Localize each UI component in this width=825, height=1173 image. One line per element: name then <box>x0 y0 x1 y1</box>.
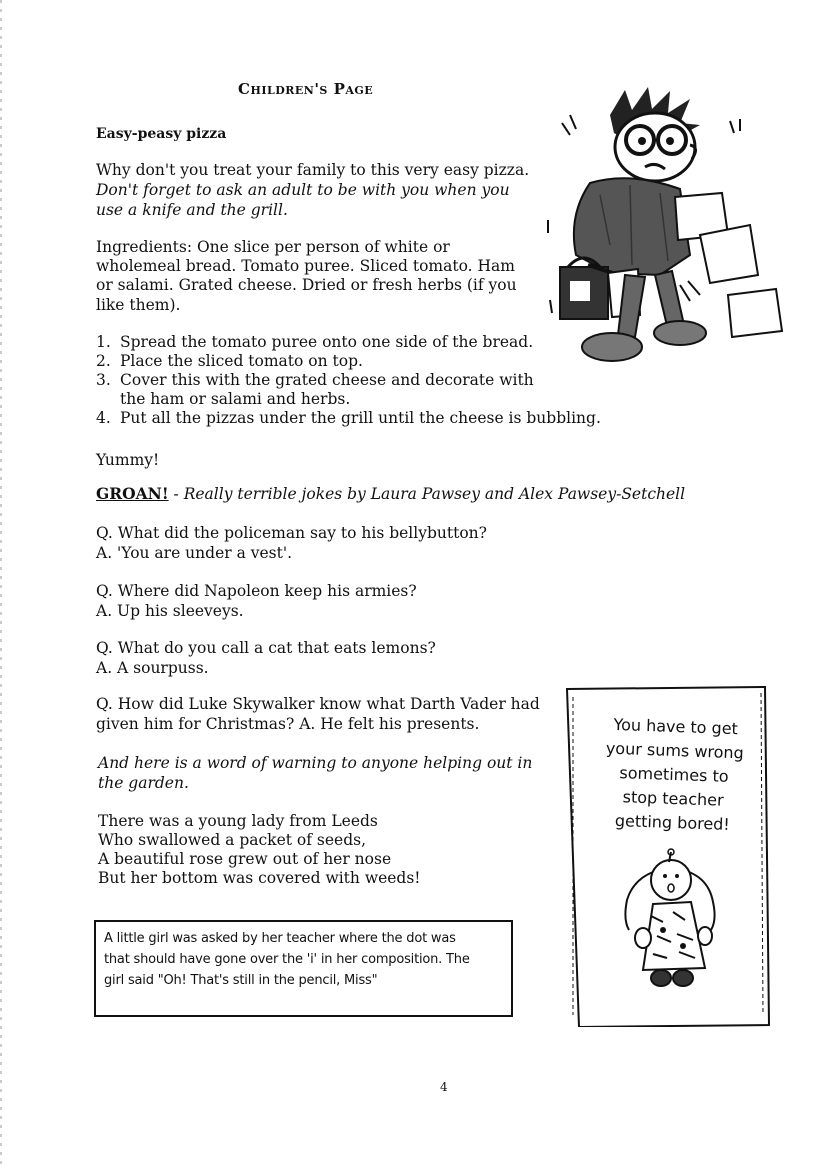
cartoon-boy-illustration <box>540 85 800 385</box>
page-title: Children's Page <box>238 80 374 98</box>
warning-text: And here is a word of warning to anyone helping out in <box>98 754 533 772</box>
ingredients-line: Ingredients: One slice per person of white or <box>96 238 450 256</box>
joke-question: given him for Christmas? A. He felt his presents. <box>96 715 480 733</box>
joke-answer: A. Up his sleeveys. <box>96 602 244 620</box>
step-number: 1. <box>96 333 111 351</box>
poem-line: Who swallowed a packet of seeds, <box>98 831 367 849</box>
warning-text: the garden. <box>98 774 189 792</box>
jokes-heading <box>96 484 685 505</box>
step-text: Spread the tomato puree onto one side of the bread. <box>120 333 534 351</box>
ingredients-line: or salami. Grated cheese. Dried or fresh herbs (if you <box>96 276 517 294</box>
recipe-step <box>96 333 533 353</box>
poem-line: But her bottom was covered with weeds! <box>98 869 421 887</box>
recipe-safety-note: Don't forget to ask an adult to be with you when you <box>96 181 510 199</box>
joke-answer: A. A sourpuss. <box>96 659 209 677</box>
note-line: sometimes to <box>619 763 729 786</box>
joke-box-line: that should have gone over the 'i' in her composition. The <box>104 952 470 967</box>
recipe-closing: Yummy! <box>96 451 160 469</box>
joke-answer: A. 'You are under a vest'. <box>96 544 293 562</box>
recipe-step <box>96 371 534 391</box>
scan-edge <box>0 0 4 1169</box>
note-line: your sums wrong <box>605 738 745 763</box>
ingredients-line: wholemeal bread. Tomato puree. Sliced tomato. Ham <box>96 257 515 275</box>
ingredients-line: like them). <box>96 296 181 314</box>
joke-question: Q. What did the policeman say to his bellybutton? <box>96 524 487 542</box>
joke-question: Q. What do you call a cat that eats lemons? <box>96 639 436 657</box>
joke-box-line: A little girl was asked by her teacher where the dot was <box>104 931 456 946</box>
step-number: 3. <box>96 371 111 389</box>
recipe-intro: Why don't you treat your family to this very easy pizza. <box>96 161 530 179</box>
step-number: 4. <box>96 409 111 427</box>
poem-line: There was a young lady from Leeds <box>98 812 378 830</box>
note-card-text <box>592 712 756 838</box>
joke-question: Q. How did Luke Skywalker know what Darth Vader had <box>96 695 540 713</box>
note-line: You have to get <box>613 714 739 739</box>
step-text: Put all the pizzas under the grill until the cheese is bubbling. <box>120 409 601 427</box>
page-number: 4 <box>440 1080 448 1094</box>
joke-box-line: girl said "Oh! That's still in the pencil, Miss" <box>104 973 378 988</box>
recipe-step <box>96 409 601 429</box>
recipe-step <box>96 390 350 410</box>
recipe-safety-note: use a knife and the grill. <box>96 201 288 219</box>
joke-box <box>94 920 513 1017</box>
step-text: the ham or salami and herbs. <box>120 390 351 408</box>
recipe-heading: Easy-peasy pizza <box>96 126 227 142</box>
step-text: Cover this with the grated cheese and decorate with <box>120 371 534 389</box>
poem-line: A beautiful rose grew out of her nose <box>98 850 392 868</box>
joke-question: Q. Where did Napoleon keep his armies? <box>96 582 417 600</box>
step-text: Place the sliced tomato on top. <box>120 352 363 370</box>
step-number: 2. <box>96 352 111 370</box>
recipe-step <box>96 352 363 372</box>
jokes-byline: - Really terrible jokes by Laura Pawsey and Alex Pawsey-Setchell <box>168 485 686 503</box>
note-line: getting bored! <box>614 810 731 834</box>
groan-title: GROAN! <box>96 484 169 503</box>
note-line: stop teacher <box>622 787 724 810</box>
